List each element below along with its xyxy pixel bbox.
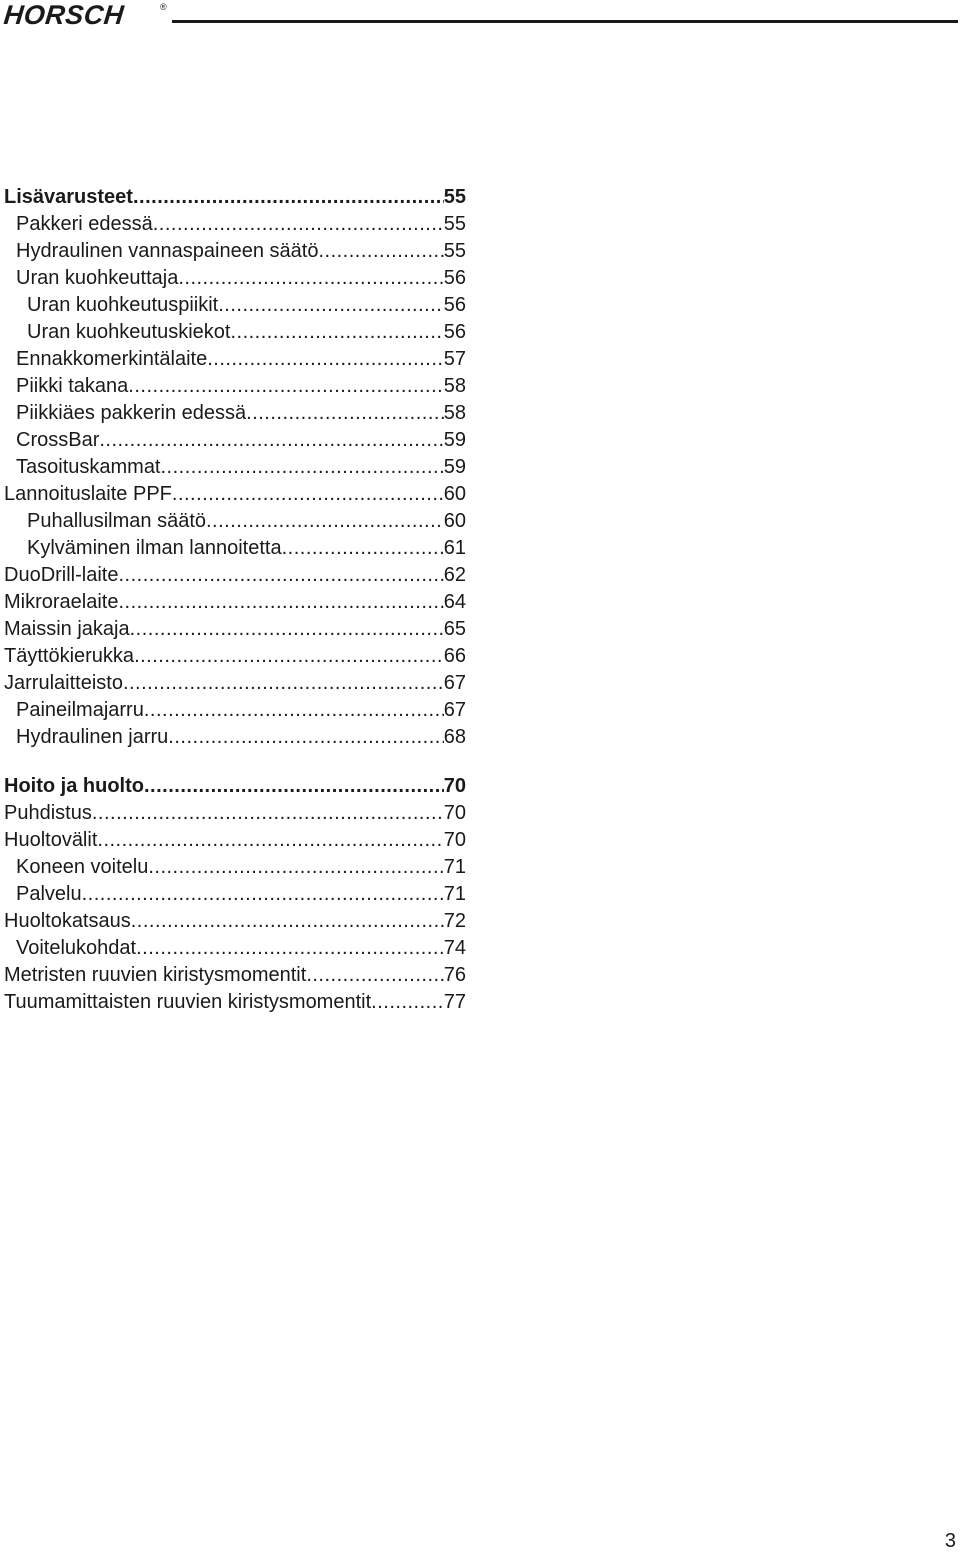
toc-entry-title: Tasoituskammat: [16, 456, 161, 478]
toc-dot-leader: [99, 427, 443, 454]
toc-entry-page: 66: [443, 645, 466, 667]
toc-entry-title: Ennakkomerkintälaite: [16, 348, 208, 370]
toc-entry[interactable]: [4, 854, 466, 881]
toc-entry[interactable]: [4, 589, 466, 616]
toc-dot-leader: [133, 184, 444, 211]
toc-entry[interactable]: [4, 238, 466, 265]
toc-dot-leader: [144, 773, 444, 800]
toc-entry-title: DuoDrill-laite: [4, 564, 119, 586]
toc-entry[interactable]: [4, 935, 466, 962]
toc-entry-page: 55: [443, 186, 466, 208]
toc-dot-leader: [128, 373, 443, 400]
toc-entry[interactable]: [4, 800, 466, 827]
toc-entry[interactable]: [4, 562, 466, 589]
toc-entry[interactable]: [4, 481, 466, 508]
toc-entry-title: CrossBar: [16, 429, 100, 451]
toc-entry[interactable]: [4, 400, 466, 427]
toc-entry-page: 58: [443, 402, 466, 424]
toc-entry[interactable]: [4, 319, 466, 346]
toc-entry-page: 56: [443, 267, 466, 289]
toc-entry[interactable]: [4, 454, 466, 481]
toc-entry-page: 65: [443, 618, 466, 640]
toc-entry[interactable]: [4, 962, 466, 989]
toc-entry[interactable]: [4, 508, 466, 535]
toc-dot-leader: [92, 800, 444, 827]
toc-entry-title: Hydraulinen jarru: [16, 726, 169, 748]
toc-dot-leader: [123, 670, 444, 697]
toc-entry-title: Puhdistus: [4, 802, 92, 824]
toc-entry-title: Piikki takana: [16, 375, 129, 397]
toc-entry-page: 60: [443, 483, 466, 505]
toc-entry[interactable]: [4, 211, 466, 238]
toc-entry-title: Jarrulaitteisto: [4, 672, 123, 694]
toc-dot-leader: [371, 989, 444, 1016]
toc-dot-leader: [136, 935, 444, 962]
toc-entry-title: Paineilmajarru: [16, 699, 144, 721]
toc-entry-page: 56: [443, 294, 466, 316]
toc-entry[interactable]: [4, 184, 466, 211]
toc-dot-leader: [97, 827, 443, 854]
toc-entry-title: Pakkeri edessä: [16, 213, 153, 235]
toc-entry[interactable]: [4, 773, 466, 800]
toc-entry[interactable]: [4, 989, 466, 1016]
toc-entry[interactable]: [4, 346, 466, 373]
toc-entry[interactable]: [4, 373, 466, 400]
toc-dot-leader: [148, 854, 443, 881]
toc-dot-leader: [218, 292, 444, 319]
header-rule: [172, 20, 958, 23]
toc-dot-leader: [306, 962, 443, 989]
toc-entry-page: 71: [443, 856, 466, 878]
toc-entry-page: 56: [443, 321, 466, 343]
toc-entry-title: Hydraulinen vannaspaineen säätö: [16, 240, 319, 262]
toc-entry-title: Uran kuohkeutuskiekot: [27, 321, 231, 343]
toc-entry[interactable]: [4, 908, 466, 935]
toc-entry-title: Koneen voitelu: [16, 856, 149, 878]
toc-dot-leader: [131, 908, 444, 935]
toc-entry-title: Voitelukohdat: [16, 937, 137, 959]
toc-dot-leader: [118, 562, 443, 589]
toc-entry-title: Uran kuohkeutuspiikit: [27, 294, 219, 316]
toc-entry-page: 60: [443, 510, 466, 532]
toc-entry-page: 72: [443, 910, 466, 932]
toc-entry-title: Maissin jakaja: [4, 618, 130, 640]
toc-entry-page: 67: [443, 699, 466, 721]
toc-entry-page: 70: [443, 829, 466, 851]
toc-entry-page: 77: [443, 991, 466, 1013]
toc-dot-leader: [82, 881, 444, 908]
toc-entry-title: Lisävarusteet: [4, 186, 133, 208]
toc-entry[interactable]: [4, 616, 466, 643]
toc-dot-leader: [144, 697, 444, 724]
toc-entry-page: 57: [443, 348, 466, 370]
toc-entry-page: 58: [443, 375, 466, 397]
toc-entry-page: 70: [443, 775, 466, 797]
toc-dot-leader: [230, 319, 443, 346]
toc-entry[interactable]: [4, 535, 466, 562]
toc-entry-title: Uran kuohkeuttaja: [16, 267, 179, 289]
toc-entry[interactable]: [4, 292, 466, 319]
toc-entry-title: Puhallusilman säätö: [27, 510, 206, 532]
toc-entry-page: 68: [443, 726, 466, 748]
toc-entry-page: 71: [443, 883, 466, 905]
toc-entry-title: Mikroraelaite: [4, 591, 119, 613]
toc-entry-title: Huoltokatsaus: [4, 910, 131, 932]
toc-entry-page: 55: [443, 213, 466, 235]
toc-entry[interactable]: [4, 881, 466, 908]
toc-entry-title: Hoito ja huolto: [4, 775, 144, 797]
toc-entry[interactable]: [4, 643, 466, 670]
toc-entry-title: Huoltovälit: [4, 829, 98, 851]
toc-entry-page: 62: [443, 564, 466, 586]
toc-entry[interactable]: [4, 427, 466, 454]
toc-dot-leader: [206, 508, 444, 535]
toc-entry-title: Piikkiäes pakkerin edessä: [16, 402, 247, 424]
toc-entry-title: Palvelu: [16, 883, 82, 905]
toc-entry-title: Täyttökierukka: [4, 645, 135, 667]
toc-entry[interactable]: [4, 827, 466, 854]
toc-dot-leader: [134, 643, 444, 670]
toc-dot-leader: [178, 265, 443, 292]
page-header: [0, 0, 960, 40]
toc-dot-leader: [172, 481, 444, 508]
toc-entry-page: 67: [443, 672, 466, 694]
horsch-logo: HORSCH: [2, 0, 126, 30]
toc-entry[interactable]: [4, 724, 466, 751]
toc-entry-title: Metristen ruuvien kiristysmomentit: [4, 964, 307, 986]
toc-dot-leader: [118, 589, 443, 616]
toc-entry-page: 70: [443, 802, 466, 824]
toc-dot-leader: [153, 211, 444, 238]
registered-mark: ®: [160, 2, 167, 12]
toc-entry-title: Kylväminen ilman lannoitetta: [27, 537, 282, 559]
toc-dot-leader: [246, 400, 444, 427]
toc-dot-leader: [207, 346, 444, 373]
toc-dot-leader: [318, 238, 443, 265]
toc-entry-title: Tuumamittaisten ruuvien kiristysmomentit: [4, 991, 372, 1013]
toc-entry[interactable]: [4, 670, 466, 697]
toc-dot-leader: [130, 616, 444, 643]
toc-entry-title: Lannoituslaite PPF: [4, 483, 172, 505]
table-of-contents: [4, 184, 466, 1016]
toc-entry[interactable]: [4, 265, 466, 292]
page-number: 3: [944, 1530, 956, 1552]
toc-entry-page: 59: [443, 456, 466, 478]
toc-entry-page: 64: [443, 591, 466, 613]
toc-entry-page: 55: [443, 240, 466, 262]
toc-entry-page: 61: [443, 537, 466, 559]
toc-dot-leader: [168, 724, 443, 751]
toc-entry-page: 74: [443, 937, 466, 959]
toc-entry-page: 59: [443, 429, 466, 451]
toc-dot-leader: [161, 454, 444, 481]
toc-dot-leader: [282, 535, 444, 562]
toc-entry[interactable]: [4, 697, 466, 724]
toc-entry-page: 76: [443, 964, 466, 986]
